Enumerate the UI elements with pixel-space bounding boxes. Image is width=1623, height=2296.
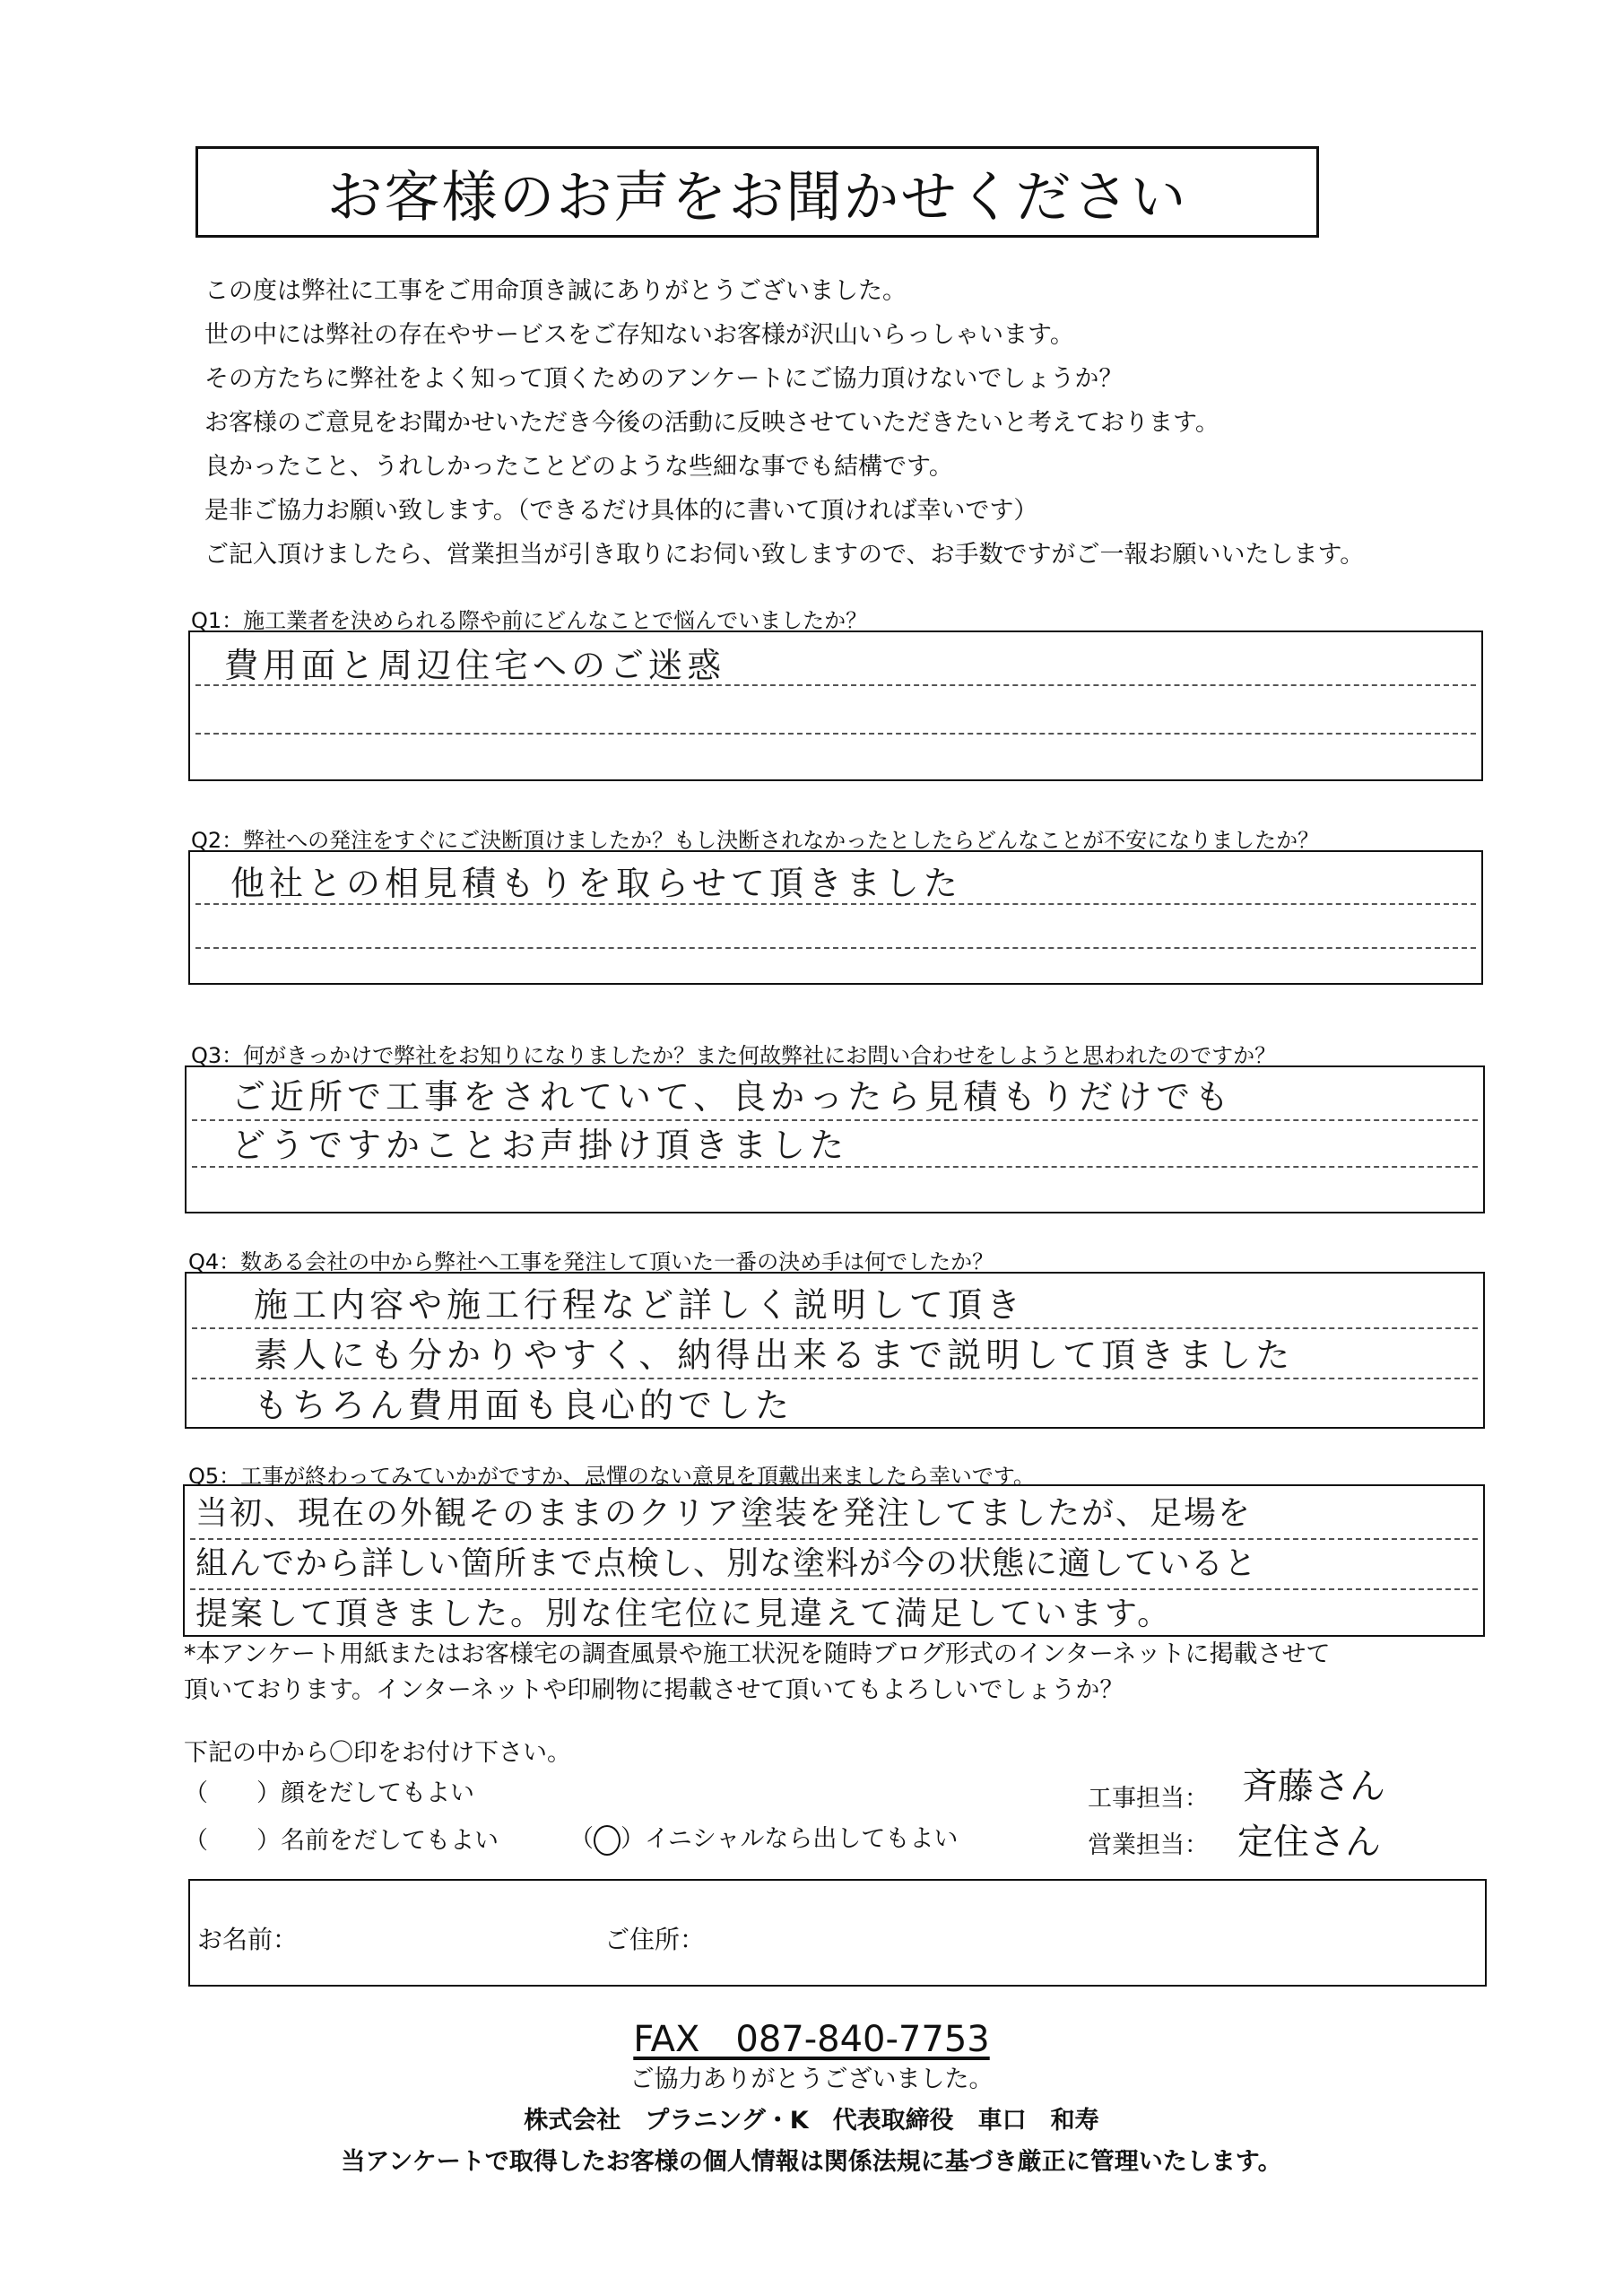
consent-option-initials-label: イニシャルなら出してもよい: [645, 1825, 959, 1853]
q2-label: Q2：弊社への発注をすぐにご決断頂けましたか？もし決断されなかったとしたらどんなことが不安になりましたか？: [191, 828, 1320, 853]
fax-text: FAX 087-840-7753: [633, 2019, 990, 2060]
q4-answer-line: もちろん費用面も良心的でした: [254, 1386, 794, 1425]
page-title: お客様のお声をお聞かせください: [195, 146, 1319, 238]
consent-option-initials[interactable]: [569, 1819, 958, 1856]
q1-answer-line: 費用面と周辺住宅へのご迷惑: [224, 646, 726, 685]
q4-answer-box: [185, 1272, 1485, 1429]
paren-open: （: [569, 1825, 594, 1853]
company-info: 株式会社 プラニング・K 代表取締役 車口 和寿: [524, 2107, 1099, 2135]
consent-instruction: 下記の中から〇印をお付け下さい。: [184, 1739, 571, 1767]
q4-answer-line: 素人にも分かりやすく、納得出来るまで説明して頂きました: [254, 1335, 1295, 1375]
q5-label: Q5：工事が終わってみていかがですか、忌憚のない意見を頂戴出来ましたら幸いです。: [188, 1464, 1035, 1489]
intro-line: その方たちに弊社をよく知って頂くためのアンケートにご協力頂けないでしょうか？: [204, 365, 1124, 393]
address-label: ご住所：: [604, 1925, 706, 1954]
privacy-notice: 当アンケートで取得したお客様の個人情報は関係法規に基づき厳正に管理いたします。: [341, 2148, 1282, 2176]
intro-line: 良かったこと、うれしかったことどのような些細な事でも結構です。: [204, 453, 953, 481]
sales-staff-name: 定住さん: [1237, 1822, 1381, 1863]
intro-line: お客様のご意見をお聞かせいただき今後の活動に反映させていただきたいと考えております。: [204, 409, 1219, 437]
consent-option-name[interactable]: （ ）名前をだしてもよい: [184, 1827, 499, 1855]
q3-label: Q3：何がきっかけで弊社をお知りになりましたか？また何故弊社にお問い合わせをしようと思われたのですか？: [191, 1043, 1277, 1068]
q3-answer-box: [185, 1065, 1485, 1213]
q4-answer-line: 施工内容や施工行程など詳しく説明して頂き: [254, 1285, 1026, 1325]
consent-option-face[interactable]: （ ）顔をだしてもよい: [184, 1779, 474, 1807]
intro-line: 是非ご協力お願い致します。（できるだけ具体的に書いて頂ければ幸いです）: [204, 497, 1038, 525]
publication-notice: [184, 1637, 1484, 1709]
intro-line: ご記入頂けましたら、営業担当が引き取りにお伺い致しますので、お手数ですがご一報お願いいたします。: [204, 541, 1365, 569]
intro-text: [204, 269, 1496, 577]
notice-line: 頂いております。インターネットや印刷物に掲載させて頂いてもよろしいでしょうか？: [184, 1676, 1124, 1704]
customer-info-box: [188, 1879, 1487, 1987]
q5-answer-line: 組んでから詳しい箇所まで点検し、別な塗料が今の状態に適していると: [195, 1545, 1258, 1582]
paren-close: ）: [621, 1825, 645, 1853]
fax-number: [0, 2011, 1623, 2062]
q4-label: Q4：数ある会社の中から弊社へ工事を発注して頂いた一番の決め手は何でしたか？: [188, 1249, 994, 1274]
q2-answer-box: [188, 850, 1483, 985]
construction-staff-label: 工事担当：: [1088, 1785, 1209, 1813]
intro-line: この度は弊社に工事をご用命頂き誠にありがとうございました。: [204, 277, 907, 305]
q3-answer-line: ご近所で工事をされていて、良かったら見積もりだけでも: [231, 1077, 1234, 1117]
thanks-text: ご協力ありがとうございました。: [629, 2066, 994, 2093]
q5-answer-box: [183, 1484, 1485, 1637]
q1-answer-box: [188, 631, 1483, 781]
construction-staff-name: 斉藤さん: [1242, 1766, 1385, 1807]
q3-answer-line: どうですかことお声掛け頂きました: [231, 1126, 849, 1165]
q1-label: Q1：施工業者を決められる際や前にどんなことで悩んでいましたか？: [191, 608, 868, 633]
q5-answer-line: 提案して頂きました。別な住宅位に見違えて満足しています。: [195, 1596, 1173, 1632]
name-label: お名前：: [197, 1925, 299, 1954]
sales-staff-label: 営業担当：: [1088, 1831, 1209, 1859]
q5-answer-line: 当初、現在の外観そのままのクリア塗装を発注してましたが、足場を: [195, 1495, 1253, 1532]
q2-answer-line: 他社との相見積もりを取らせて頂きました: [230, 864, 962, 903]
intro-line: 世の中には弊社の存在やサービスをご存知ないお客様が沢山いらっしゃいます。: [204, 321, 1074, 349]
selected-circle-mark: [594, 1825, 621, 1856]
notice-line: *本アンケート用紙またはお客様宅の調査風景や施工状況を随時ブログ形式のインターネットに掲載させて: [184, 1640, 1331, 1668]
